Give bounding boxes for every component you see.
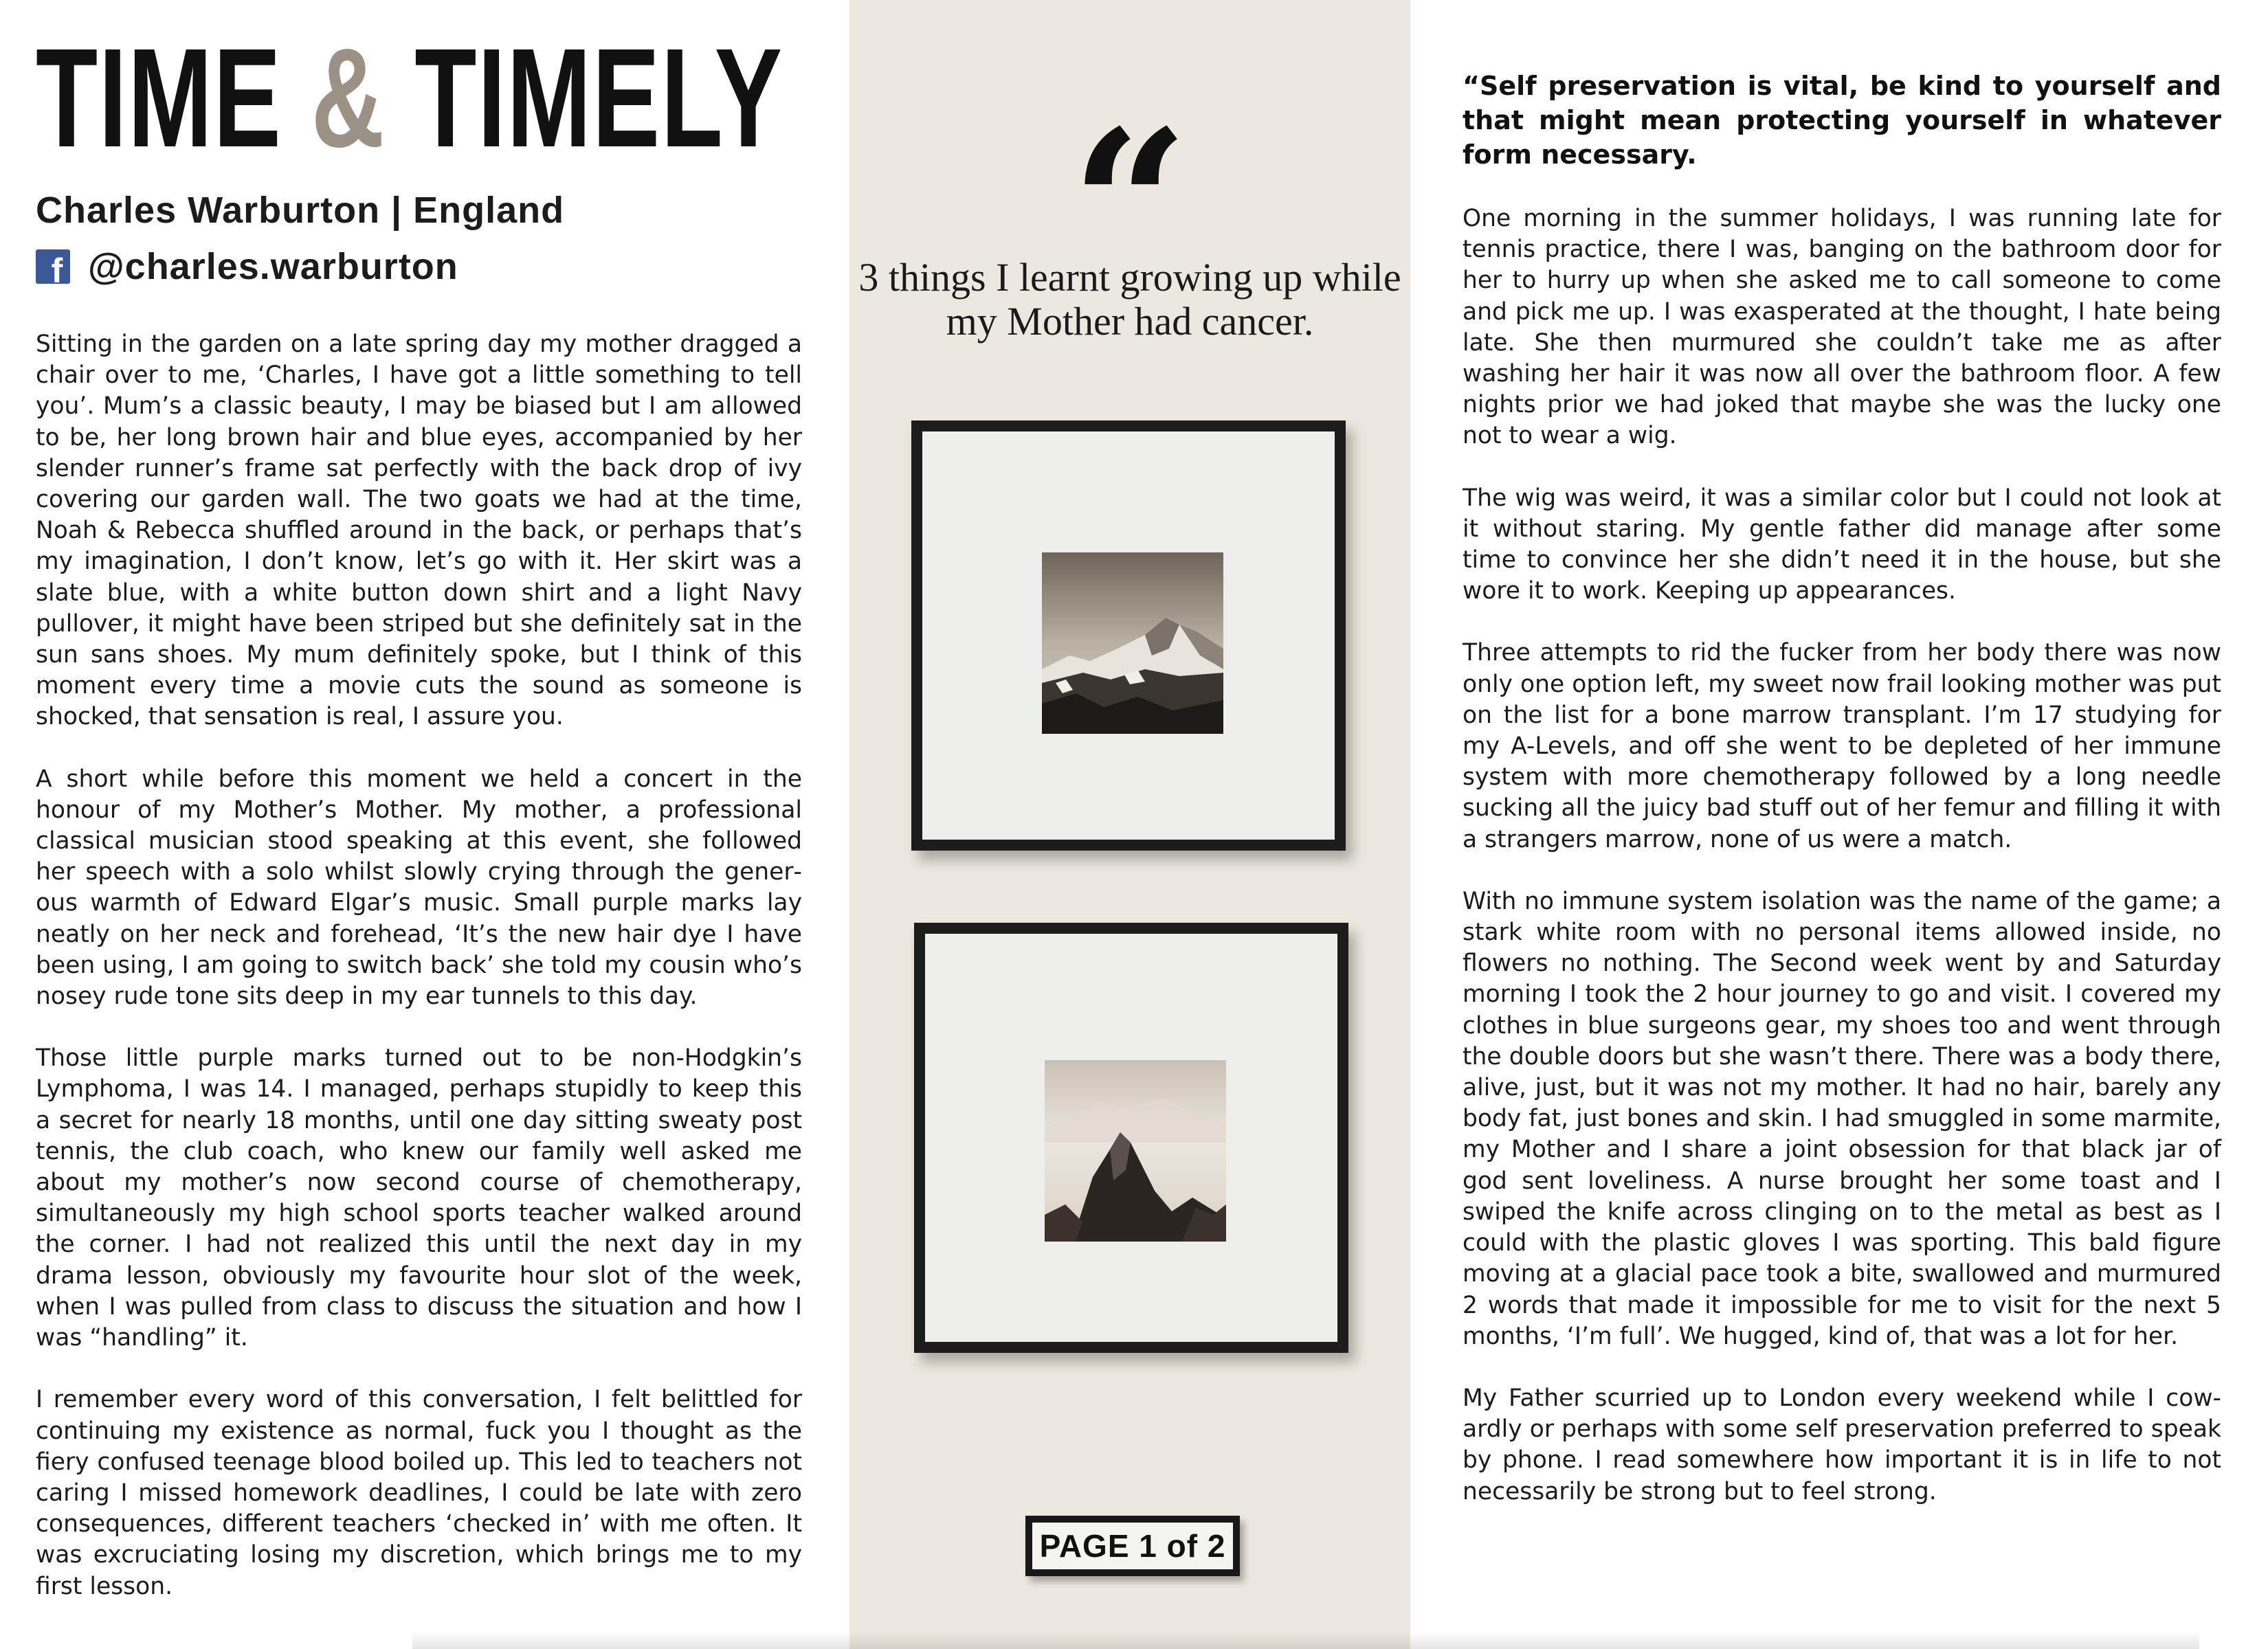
picture-frame-1 — [911, 420, 1346, 851]
page-indicator — [1025, 1516, 1240, 1576]
magazine-masthead — [36, 19, 783, 177]
paragraph: My Father scurried up to London every weekend while I cowardly or perhaps with some self preservation preferred to speak by phone. I read somewhere how important it is in life to not necessarily be strong but to feel strong. — [1463, 1384, 2221, 1505]
author-byline: Charles Warburton | England — [36, 190, 565, 231]
pull-quote: 3 things I learnt growing up while my Mother had cancer. — [858, 255, 1401, 344]
paragraph: Sitting in the garden on a late spring day my mother dragged a chair over to me, ‘Charles, I have got a little something to tell you’. Mum’s a classic beauty, I may be biased but I am allowed to be, her long brown hair and blue eyes, accompanied by her slender runner’s frame sat perfectly with the back drop of ivy covering our garden wall. The two goats we had at the time, Noah & Rebecca shuffled around in the back, or perhaps that’s my imagination, I don’t know, let’s go with it. Her skirt was a slate blue, with a white button down shirt and a light Navy pullover, it might have been striped but she definitely sat in the sun sans shoes. My mum definitely spoke, but I think of this moment every time a movie cuts the sound as someone is shocked, that sensation is real, I assure you. — [36, 330, 802, 731]
paragraph: I remember every word of this conversation, I felt belittled for continuing my existence as normal, fuck you I thought as the fiery confused teenage blood boiled up. This led to teachers not caring I missed homework deadlines, I could be late with zero consequences, different teachers ‘checked in’ with me often. It was excruciating losing my discretion, which brings me to my first lesson. — [36, 1386, 802, 1600]
social-handle-row — [36, 245, 802, 288]
masthead-word-time: TIME — [36, 19, 282, 177]
quotation-mark-icon: “ — [1070, 85, 1190, 327]
paragraph: With no immune system isolation was the name of the game; a stark white room with no personal items allowed inside, no flowers no nothing. The Second week went by and Saturday morning I took the 2 hour journey to go and visit. I covered my clothes in blue surgeons gear, my shoes too and went through the double doors but she wasn’t there. There was a body there, alive, just, but it was not my mother. It had no hair, barely any body fat, just bones and skin. I had smuggled in some marmite, my Mother and I share a joint obsession for that black jar of god sent loveliness. A nurse brought her some toast and I swiped the knife across clinging on to the metal as best as I could with the plastic gloves I was sporting. This bald figure moving at a glacial pace took a bite, swallowed and murmured 2 words that made it impossible for me to visit for the next 5 months, ‘I’m full’. We hugged, kind of, that was a lot for her. — [1463, 887, 2221, 1350]
picture-frame-2 — [914, 923, 1348, 1353]
mountain-range-photo — [1042, 552, 1223, 734]
facebook-handle: @charles.warburton — [88, 246, 458, 287]
paragraph: Those little purple marks turned out to be non-Hodgkin’s Lymphoma, I was 14. I managed, perhaps stupidly to keep this a secret for nearly 18 months, until one day sitting sweaty post tennis, the club coach, who knew our family well asked me about my mother’s now second course of chemotherapy, simultaneously my high school sports teacher walked around the corner. I had not realized this until the next day in my drama lesson, obviously my favourite hour slot of the week, when I was pulled from class to discuss the situation and how I was “handling” it. — [36, 1044, 802, 1352]
facebook-icon: f — [36, 249, 70, 284]
right-column — [1463, 69, 2221, 1538]
paragraph: One morning in the summer holidays, I was running late for tennis practice, there I was, banging on the bathroom door for her to hurry up when she asked me to call someone to come and pick me up. I was exasperated at the thought, I hate being late. She then murmured she couldn’t take me as after washing her hair it was now all over the bathroom floor. A few nights prior we had joked that maybe she was the lucky one not to wear a wig. — [1463, 205, 2221, 450]
paragraph: The wig was weird, it was a similar color but I could not look at it without staring. My gentle father did manage after some time to convince her she didn’t need it in the house, but she wore it to work. Keeping up appearances. — [1463, 484, 2221, 605]
page-indicator-label: PAGE 1 of 2 — [1032, 1523, 1233, 1569]
frame-mat — [925, 934, 1337, 1342]
left-column — [36, 19, 802, 1633]
mountain-peak-in-clouds-photo — [1045, 1060, 1226, 1242]
page-bottom-shadow — [412, 1631, 2199, 1649]
frame-mat — [922, 431, 1335, 840]
masthead-ampersand: & — [311, 19, 386, 177]
lead-quote: “Self preservation is vital, be kind to yourself and that might mean protecting yourself in whatever form necessary. — [1463, 71, 2221, 170]
paragraph: A short while before this moment we held a concert in the honour of my Mother’s Mother. My mother, a professional classical musician stood speaking at this event, she followed her speech with a solo whilst slowly crying through the generous warmth of Edward Elgar’s music. Small purple marks lay neatly on her neck and forehead, ‘It’s the new hair dye I have been using, I am going to switch back’ she told my cousin who’s nosey rude tone sits deep in my ear tunnels to this day. — [36, 765, 802, 1011]
masthead-word-timely: TIMELY — [414, 19, 783, 177]
left-body-text — [36, 329, 802, 1602]
paragraph: Three attempts to rid the fucker from her body there was now only one option left, my sweet now frail looking mother was put on the list for a bone marrow transplant. I’m 17 studying for my A-Levels, and off she went to be depleted of her immune system with more chemotherapy followed by a long needle sucking all the juicy bad stuff out of her femur and filling it with a strangers marrow, none of us were a match. — [1463, 639, 2221, 853]
